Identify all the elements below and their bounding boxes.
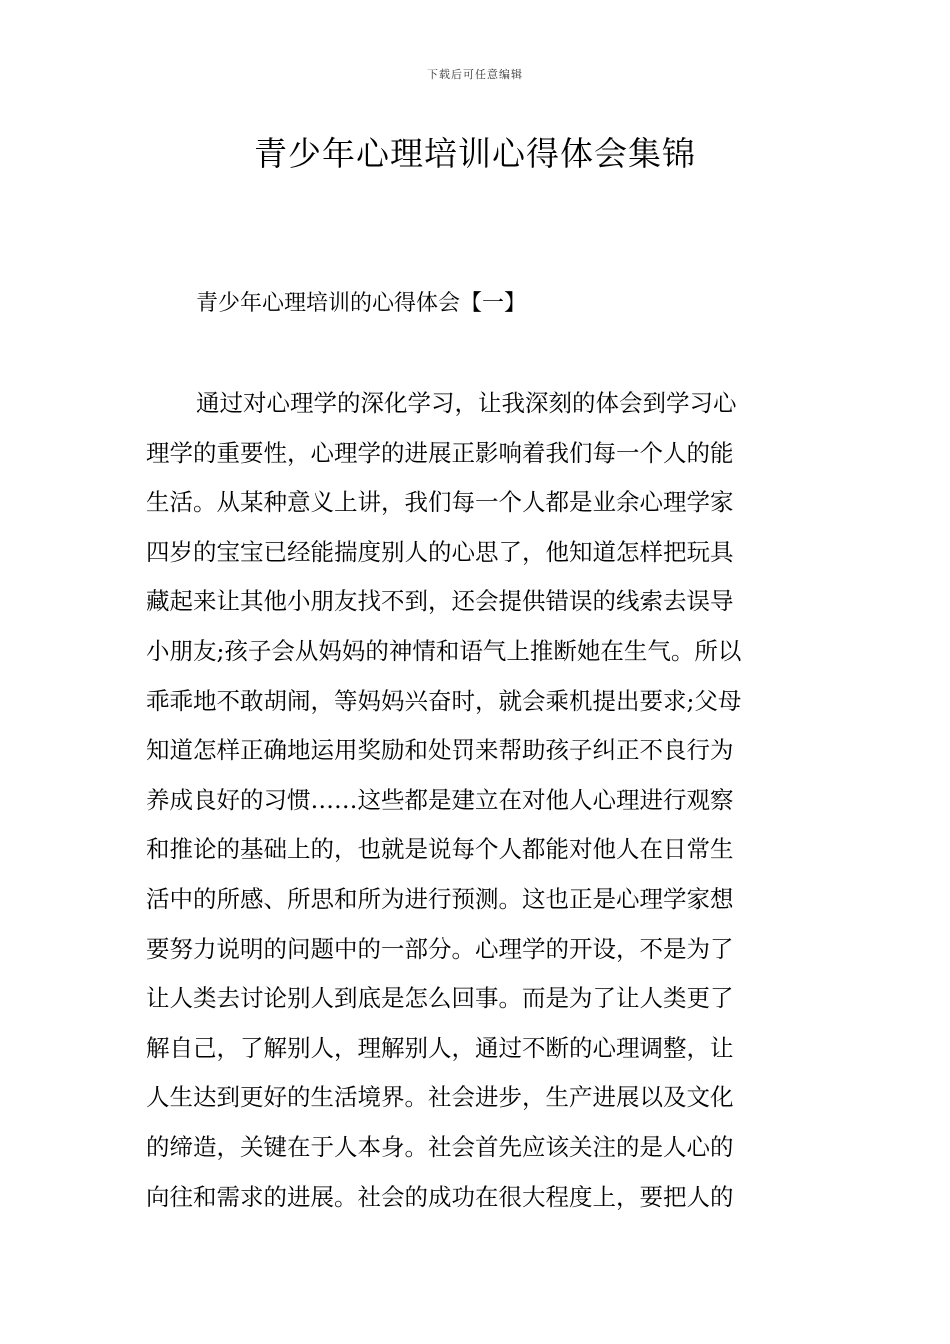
body-line: 的缔造，关键在于人本身。社会首先应该关注的是人心的 bbox=[146, 1132, 734, 1161]
body-line: 理学的重要性，心理学的进展正影响着我们每一个人的能 bbox=[146, 438, 734, 467]
section-heading: 青少年心理培训的心得体会【一】 bbox=[196, 291, 527, 316]
body-line: 乖乖地不敢胡闹，等妈妈兴奋时，就会乘机提出要求;父母 bbox=[146, 686, 742, 715]
body-line: 生活。从某种意义上讲，我们每一个人都是业余心理学家 bbox=[146, 488, 734, 517]
body-line: 活中的所感、所思和所为进行预测。这也正是心理学家想 bbox=[146, 884, 734, 913]
body-line: 要努力说明的问题中的一部分。心理学的开设，不是为了 bbox=[146, 934, 734, 963]
header-note: 下载后可任意编辑 bbox=[427, 68, 523, 81]
body-line: 解自己，了解别人，理解别人，通过不断的心理调整，让 bbox=[146, 1033, 734, 1062]
body-line: 通过对心理学的深化学习，让我深刻的体会到学习心 bbox=[196, 389, 737, 417]
body-line: 藏起来让其他小朋友找不到，还会提供错误的线索去误导 bbox=[146, 587, 734, 616]
body-line: 养成良好的习惯……这些都是建立在对他人心理进行观察 bbox=[146, 785, 734, 814]
body-line: 知道怎样正确地运用奖励和处罚来帮助孩子纠正不良行为 bbox=[146, 736, 734, 765]
body-line: 向往和需求的进展。社会的成功在很大程度上，要把人的 bbox=[146, 1182, 734, 1211]
body-paragraph bbox=[146, 379, 826, 1222]
body-line: 四岁的宝宝已经能揣度别人的心思了，他知道怎样把玩具 bbox=[146, 537, 734, 566]
document-title: 青少年心理培训心得体会集锦 bbox=[254, 134, 696, 173]
body-line: 小朋友;孩子会从妈妈的神情和语气上推断她在生气。所以 bbox=[146, 636, 742, 665]
body-line: 人生达到更好的生活境界。社会进步，生产进展以及文化 bbox=[146, 1083, 734, 1112]
body-line: 和推论的基础上的，也就是说每个人都能对他人在日常生 bbox=[146, 835, 734, 864]
body-line: 让人类去讨论别人到底是怎么回事。而是为了让人类更了 bbox=[146, 984, 734, 1013]
